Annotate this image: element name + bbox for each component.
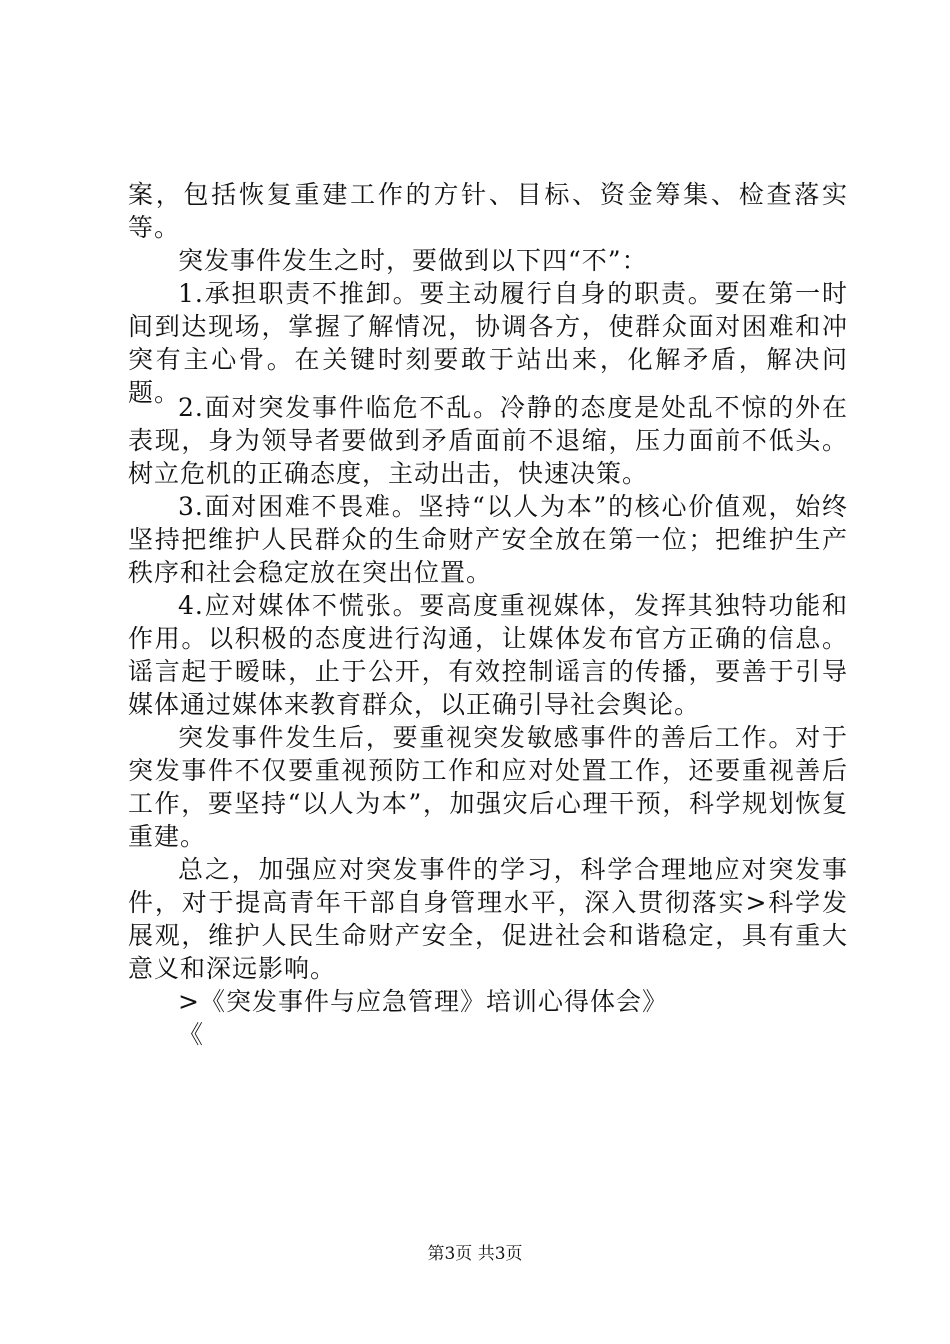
paragraph-title-link: >《突发事件与应急管理》培训心得体会》 xyxy=(178,987,668,1016)
document-body xyxy=(128,178,848,244)
document-body-main xyxy=(128,244,848,409)
paragraph-point-1: 1.承担职责不推卸。要主动履行自身的职责。要在第一时间到达现场，掌握了解情况，协调各方，使群众面对困难和冲突有主心骨。在关键时刻要敢于站出来，化解矛盾，解决问题。 xyxy=(128,279,848,407)
paragraph-intro: 突发事件发生之时，要做到以下四“不”： xyxy=(178,246,648,275)
paragraph-aftermath: 突发事件发生后，要重视突发敏感事件的善后工作。对于突发事件不仅要重视预防工作和应对处置工作，还要重视善后工作，要坚持“以人为本”，加强灾后心理干预，科学规划恢复重建。 xyxy=(128,723,848,851)
paragraph-point-3: 3.面对困难不畏难。坚持“以人为本”的核心价值观，始终坚持把维护人民群众的生命财产安全放在第一位；把维护生产秩序和社会稳定放在突出位置。 xyxy=(128,492,848,587)
paragraph-point-4: 4.应对媒体不慌张。要高度重视媒体，发挥其独特功能和作用。以积极的态度进行沟通，让媒体发布官方正确的信息。谣言起于暧昧，止于公开，有效控制谣言的传播，要善于引导媒体通过媒体来教育群众，以正确引导社会舆论。 xyxy=(128,591,848,719)
document-body-rest xyxy=(128,391,848,1051)
paragraph-point-2: 2.面对突发事件临危不乱。冷静的态度是处乱不惊的外在表现，身为领导者要做到矛盾面前不退缩，压力面前不低头。树立危机的正确态度，主动出击，快速决策。 xyxy=(128,393,848,488)
page-footer: 第3页 共3页 xyxy=(427,1244,523,1264)
paragraph-trailing-mark: 《 xyxy=(178,1020,205,1049)
paragraph-conclusion: 总之，加强应对突发事件的学习，科学合理地应对突发事件，对于提高青年干部自身管理水平，深入贯彻落实>科学发展观，维护人民生命财产安全，促进社会和谐稳定，具有重大意义和深远影响。 xyxy=(128,855,848,983)
paragraph-continuation: 案，包括恢复重建工作的方针、目标、资金筹集、检查落实等。 xyxy=(128,180,848,242)
